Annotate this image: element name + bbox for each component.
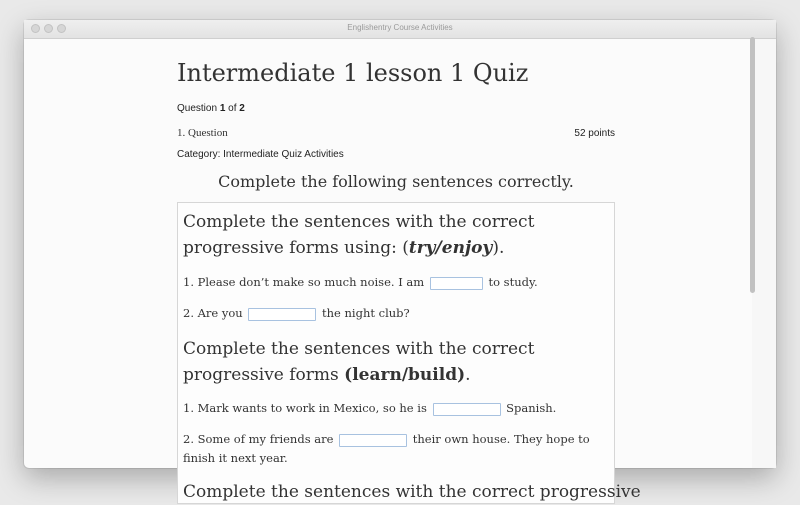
title-bar — [24, 20, 776, 39]
answer-input[interactable] — [339, 434, 407, 447]
question-box — [177, 202, 641, 504]
page-title: Intermediate 1 lesson 1 Quiz — [177, 59, 529, 87]
heading-suffix: ). — [492, 238, 505, 258]
question-counter — [177, 103, 245, 114]
points-badge: 52 points — [574, 128, 615, 139]
sentence-text: 2. Some of my friends are — [183, 432, 334, 446]
answer-input[interactable] — [248, 308, 316, 321]
sentence-text: their own house. They hope to finish it next year. — [183, 432, 590, 465]
heading-verbs: (learn/build) — [344, 365, 466, 385]
question-label: 1. Question — [177, 127, 228, 139]
heading-text: Complete the sentences with the correct progressive forms — [183, 339, 535, 385]
sentence-text: 1. Please don’t make so much noise. I am — [183, 275, 425, 289]
heading-text: Complete the sentences with the correct progressive forms using: ( — [183, 212, 535, 258]
sentence-text: the night club? — [322, 306, 410, 320]
section-heading — [183, 209, 608, 261]
counter-current: 1 — [219, 103, 226, 114]
section-heading-partial: Complete the sentences with the correct progressive — [183, 482, 641, 502]
sentence-line — [183, 430, 608, 468]
heading-suffix: . — [465, 365, 471, 385]
sentence-line — [183, 304, 608, 323]
counter-of: of — [225, 103, 240, 114]
sentence-text: Spanish. — [506, 401, 557, 415]
sentence-line — [183, 399, 608, 418]
question-instruction: Complete the following sentences correctly. — [218, 172, 574, 191]
counter-prefix: Question — [177, 103, 220, 114]
scrollbar-track[interactable] — [752, 39, 776, 468]
answer-input[interactable] — [430, 277, 483, 290]
category-label: Category: — [177, 149, 224, 160]
window-title: Englishentry Course Activities — [347, 23, 453, 32]
counter-total: 2 — [239, 103, 245, 114]
question-category — [177, 149, 344, 160]
category-value: Intermediate Quiz Activities — [223, 149, 344, 160]
page-content — [24, 39, 752, 502]
answer-input[interactable] — [433, 403, 501, 416]
sentence-line — [183, 273, 608, 292]
scrollbar-thumb[interactable] — [750, 37, 755, 293]
sentence-text: to study. — [488, 275, 538, 289]
heading-verbs: try/enjoy — [408, 238, 493, 258]
sentence-text: 1. Mark wants to work in Mexico, so he is — [183, 401, 427, 415]
browser-window — [24, 20, 776, 502]
section-heading — [183, 336, 608, 388]
sentence-text: 2. Are you — [183, 306, 243, 320]
